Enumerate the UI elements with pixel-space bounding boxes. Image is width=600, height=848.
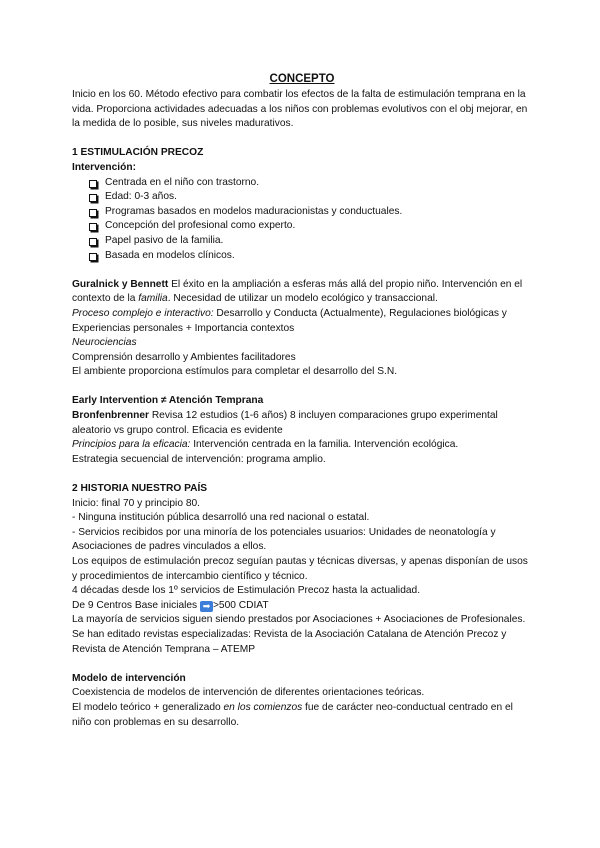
list-item: Centrada en el niño con trastorno. [88,176,532,191]
bronfenbrenner-paragraph: Bronfenbrenner Revisa 12 estudios (1-6 años) 8 incluyen comparaciones grupo experimental aleatorio vs grupo control. Eficacia es evidente [72,410,498,436]
text-line: Comprensión desarrollo y Ambientes facilitadores [72,351,296,363]
text-line: Estrategia secuencial de intervención: programa amplio. [72,453,326,465]
checkbox-bullet-icon [89,209,97,217]
centros-line: De 9 Centros Base iniciales ➡ >500 CDIAT [72,599,269,611]
page-title: CONCEPTO [269,73,335,85]
text-line: - Servicios recibidos por una minoría de los potenciales usuarios: Unidades de neonatología y Asociaciones de padres vinculados a ellos. [72,526,496,553]
list-item: Programas basados en modelos maduracionistas y conductuales. [88,205,532,220]
text-line: Inicio: final 70 y principio 80. [72,497,200,509]
checkbox-bullet-icon [89,238,97,246]
principios-paragraph: Principios para la eficacia: Intervención centrada en la familia. Intervención ecológica. [72,439,459,451]
modelo-paragraph: El modelo teórico + generalizado en los comienzos fue de carácter neo-conductual centrado en el niño con problemas en su desarrollo. [72,701,513,728]
early-intervention-heading: Early Intervention ≠ Atención Temprana [72,395,264,407]
section-1-subheading: Intervención: [72,161,136,173]
checkbox-bullet-icon [89,194,97,202]
text-line: Los equipos de estimulación precoz seguían pautas y técnicas diversas, y apenas disponían de usos y procedimientos de intercambio científico y técnico. [72,556,528,582]
text-line: Se han editado revistas especializadas: Revista de la Asociación Catalana de Atención Precoz y Revista de Atención Temprana – ATEMP [72,628,507,655]
list-item: Papel pasivo de la familia. [88,234,532,249]
modelo-heading: Modelo de intervención [72,672,186,684]
intro-paragraph: Inicio en los 60. Método efectivo para combatir los efectos de la falta de estimulación temprana en la vida. Proporciona actividades adecuadas a los niños con problemas evolutivos con el obj mejorar, en la medida de lo posible, sus niveles madurativos. [72,89,528,130]
text-line: El ambiente proporciona estímulos para completar el desarrollo del S.N. [72,366,398,378]
section-1-heading: 1 ESTIMULACIÓN PRECOZ [72,147,204,159]
checkbox-bullet-icon [89,253,97,261]
text-line: Coexistencia de modelos de intervención de diferentes orientaciones teóricas. [72,687,425,699]
proceso-paragraph: Proceso complejo e interactivo: Desarrollo y Conducta (Actualmente), Regulaciones biológicas y Experiencias personales + Importancia contextos [72,307,507,334]
checkbox-bullet-icon [89,223,97,231]
checkbox-list [72,176,532,264]
checkbox-bullet-icon [89,180,97,188]
text-line: - Ninguna institución pública desarrolló una red nacional o estatal. [72,512,370,524]
guralnick-paragraph: Guralnick y Bennett El éxito en la ampliación a esferas más allá del propio niño. Intervención en el contexto de la familia. Necesidad de utilizar un modelo ecológico y transaccional. [72,278,523,305]
document-body [72,72,532,730]
list-item: Basada en modelos clínicos. [88,249,532,264]
neurociencias-label: Neurociencias [72,337,137,349]
list-item: Edad: 0-3 años. [88,190,532,205]
author-name: Guralnick y Bennett [72,278,169,290]
text-line: La mayoría de servicios siguen siendo prestados por Asociaciones + Asociaciones de Profesionales. [72,614,526,626]
section-2-heading: 2 HISTORIA NUESTRO PAÍS [72,483,208,495]
list-item: Concepción del profesional como experto. [88,219,532,234]
right-arrow-icon: ➡ [200,601,213,612]
text-line: 4 décadas desde los 1º servicios de Estimulación Precoz hasta la actualidad. [72,585,421,597]
